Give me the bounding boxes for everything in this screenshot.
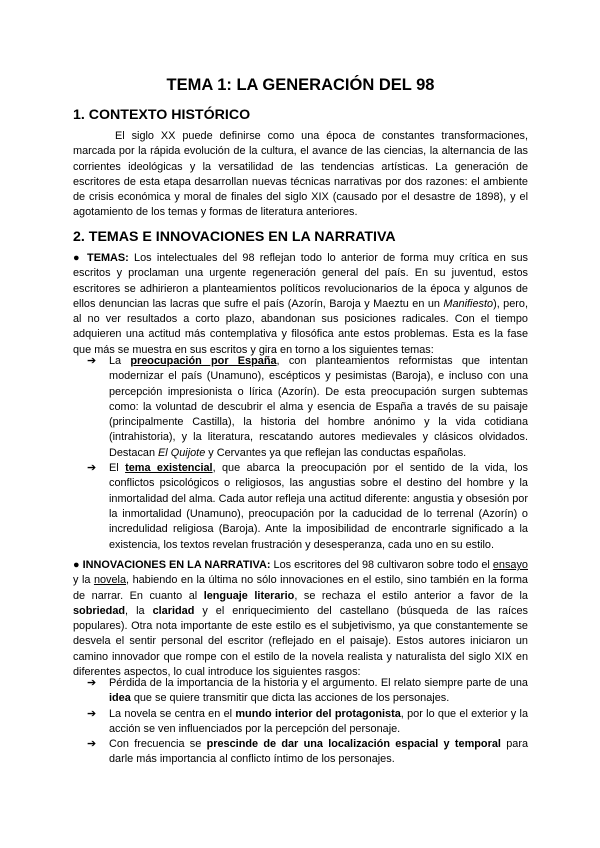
paragraph-temas: ● TEMAS: Los intelectuales del 98 reflejan todo lo anterior de forma muy crítica en sus escritos y proclaman una urgente regeneración general del país. En su juventud, estos escritores se adhirieron a planteamientos políticos revolucionarios de la época y algunos de ellos denuncian las lacras que sufre el país (Azorín, Baroja y Maeztu en un Manifiesto), pero, al no ver resultados a corto plazo, abandonan sus posiciones radicales. Con el tiempo adquieren una actitud más contemplativa y filosófica ante estos problemas. Esta es la fase que más se muestra en sus escritos y gira en torno a los siguientes temas: <box>73 252 528 356</box>
arrow-bullet-icon: ➔ <box>87 462 97 475</box>
section-heading-contexto: 1. CONTEXTO HISTÓRICO <box>73 107 251 123</box>
innovaciones-label: ● INNOVACIONES EN LA NARRATIVA: <box>73 559 271 571</box>
list-item: ➔ Con frecuencia se prescinde de dar una localización espacial y temporal para darle más importancia al conflicto íntimo de los personajes. <box>87 738 528 766</box>
paragraph-innovaciones: ● INNOVACIONES EN LA NARRATIVA: Los escritores del 98 cultivaron sobre todo el ensayo y la novela, habiendo en la última no sólo innovaciones en el estilo, sino también en la forma de narrar. En cuanto al lenguaje literario, se rechaza el estilo anterior a favor de la sobriedad, la claridad y el enriquecimiento del castellano (búsqueda de las raíces populares). Otra nota importante de este estilo es el subjetivismo, ya que constantemente se desvela el sentir personal del escritor (reflejado en el paisaje). Estos autores iniciaron un camino innovador que rompe con el estilo de la novela realista y naturalista del siglo XIX en diferentes aspectos, lo cual introduce los siguientes rasgos: <box>73 559 528 679</box>
arrow-bullet-icon: ➔ <box>87 707 97 720</box>
list-item: ➔ Pérdida de la importancia de la historia y el argumento. El relato siempre parte de una idea que se quiere transmitir que dicta las acciones de los personajes. <box>87 677 528 705</box>
arrow-bullet-icon: ➔ <box>87 677 97 689</box>
temas-list <box>73 354 528 553</box>
section-heading-temas: 2. TEMAS E INNOVACIONES EN LA NARRATIVA <box>73 229 396 245</box>
innovaciones-list <box>73 676 528 768</box>
page-title: TEMA 1: LA GENERACIÓN DEL 98 <box>166 76 435 94</box>
arrow-bullet-icon: ➔ <box>87 738 97 751</box>
list-item: ➔ El tema existencial, que abarca la preocupación por el sentido de la vida, los conflictos psicológicos o religiosos, las angustias sobre el destino del hombre y la inmortalidad del alma. Cada autor refleja una actitud diferente: angustia y obsesión por la inmortalidad (Unamuno), preocupación por la caducidad de lo terrenal (Azorín) o incredulidad religiosa (Baroja). Ante la imposibilidad de encontrarle significado a la existencia, los textos revelan frustración y desesperanza, cada uno en su estilo. <box>87 462 529 551</box>
arrow-bullet-icon: ➔ <box>87 355 97 367</box>
temas-label: ● TEMAS: <box>73 252 129 264</box>
paragraph-contexto: El siglo XX puede definirse como una época de constantes transformaciones, marcada por la rápida evolución de la cultura, el avance de las ciencias, la alternancia de las corrientes ideológicas y la versatilidad de las tendencias artísticas. La generación de escritores de esta etapa desarrollan nuevas técnicas narrativas por dos razones: el ambiente de crisis económica y moral de finales del siglo XIX (causado por el desastre de 1898), y el agotamiento de los temas y formas de literatura anteriores. <box>73 130 528 219</box>
list-item: ➔ La novela se centra en el mundo interior del protagonista, por lo que el exterior y la acción se ven influenciados por la percepción del personaje. <box>87 707 529 735</box>
list-item: ➔ La preocupación por España, con planteamientos reformistas que intentan modernizar el país (Unamuno), escépticos y pesimistas (Baroja), e incluso con una percepción impresionista o lírica (Azorín). De esta preocupación surgen subtemas como: la voluntad de descubrir el alma y esencia de España a través de su paisaje (principalmente Castilla), la historia del hombre anónimo y la vida cotidiana (intrahistoria), y la literatura, rescatando autores medievales y clásicos olvidados. Destacan El Quijote y Cervantes ya que reflejan las conductas españolas. <box>87 355 528 459</box>
